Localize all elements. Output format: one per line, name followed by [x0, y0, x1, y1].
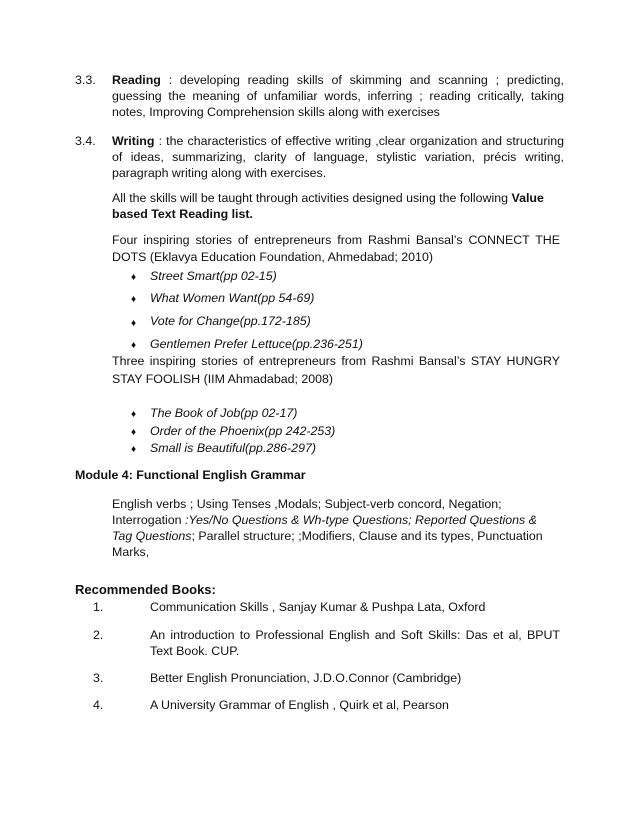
- book-title: Communication Skills , Sanjay Kumar & Pushpa Lata, Oxford: [150, 600, 486, 614]
- module-4-line-2b: :Yes/No Questions & Wh-type Questions; Reported Questions &: [185, 513, 537, 527]
- section-number-3-3: 3.3.: [75, 73, 96, 87]
- bullet-icon: ♦: [131, 409, 137, 420]
- section-reading-body: : developing reading skills of skimming and scanning ; predicting, guessing the meaning of unfamiliar words, inferring ; reading critically, taking notes, Improving Comprehension skills along with exercises: [112, 73, 564, 119]
- section-number-3-4: 3.4.: [75, 134, 96, 148]
- bullet-icon: ♦: [131, 272, 137, 283]
- bullet-icon: ♦: [131, 444, 137, 455]
- list-item: Gentlemen Prefer Lettuce(pp.236-251): [150, 337, 363, 351]
- book-number: 4.: [93, 698, 104, 712]
- bullet-icon: ♦: [131, 318, 137, 329]
- book-title: A University Grammar of English , Quirk et al, Pearson: [150, 698, 449, 712]
- section-writing-body: : the characteristics of effective writing ,clear organization and structuring of ideas, summarizing, clarity of language, stylistic variation, précis writing, paragraph writing along with exercises.: [112, 134, 564, 180]
- book-number: 3.: [93, 671, 104, 685]
- module-4-line-3: [112, 528, 562, 544]
- list-item: Vote for Change(pp.172-185): [150, 314, 311, 328]
- book-number: 2.: [93, 628, 104, 642]
- module-4-line-1: English verbs ; Using Tenses ,Modals; Subject-verb concord, Negation;: [112, 497, 502, 511]
- list-item: Order of the Phoenix(pp 242-253): [150, 424, 336, 438]
- list-item: The Book of Job(pp 02-17): [150, 406, 298, 420]
- bullet-icon: ♦: [131, 340, 137, 351]
- section-writing: [112, 133, 564, 181]
- module-4-line-2: [112, 512, 562, 528]
- book-title: An introduction to Professional English and Soft Skills: Das et al, BPUT Text Book. CUP.: [150, 628, 560, 658]
- section-reading: [112, 72, 564, 120]
- section-reading-title: Reading: [112, 73, 161, 87]
- connect-the-dots-intro: Four inspiring stories of entrepreneurs from Rashmi Bansal’s CONNECT THE DOTS (Eklavya Education Foundation, Ahmedabad; 2010): [112, 233, 560, 264]
- section-writing-title: Writing: [112, 134, 155, 148]
- book-title: Better English Pronunciation, J.D.O.Connor (Cambridge): [150, 671, 462, 685]
- module-4-line-3a: Tag Questions: [112, 529, 192, 543]
- book-number: 1.: [93, 600, 104, 614]
- value-based-paragraph: [112, 190, 560, 222]
- list-item: Street Smart(pp 02-15): [150, 269, 277, 283]
- module-4-heading: Module 4: Functional English Grammar: [75, 468, 306, 482]
- module-4-line-3b: ; Parallel structure; ;Modifiers, Clause and its types, Punctuation: [191, 529, 543, 543]
- list-item: What Women Want(pp 54-69): [150, 291, 315, 305]
- value-based-bold: Value based Text Reading list.: [112, 191, 544, 221]
- list-item: Small is Beautiful(pp.286-297): [150, 441, 316, 455]
- bullet-icon: ♦: [131, 294, 137, 305]
- stay-hungry-intro: [112, 352, 560, 388]
- recommended-books-heading: Recommended Books:: [75, 582, 216, 597]
- module-4-line-4: Marks,: [112, 545, 150, 559]
- module-4-line-2a: Interrogation: [112, 513, 186, 527]
- value-based-text: All the skills will be taught through activities designed using the following: [112, 191, 512, 205]
- stay-hungry-intro-text: Three inspiring stories of entrepreneurs from Rashmi Bansal’s STAY HUNGRY STAY FOOLISH (IIM Ahmadabad; 2008): [112, 354, 560, 386]
- bullet-icon: ♦: [131, 427, 137, 438]
